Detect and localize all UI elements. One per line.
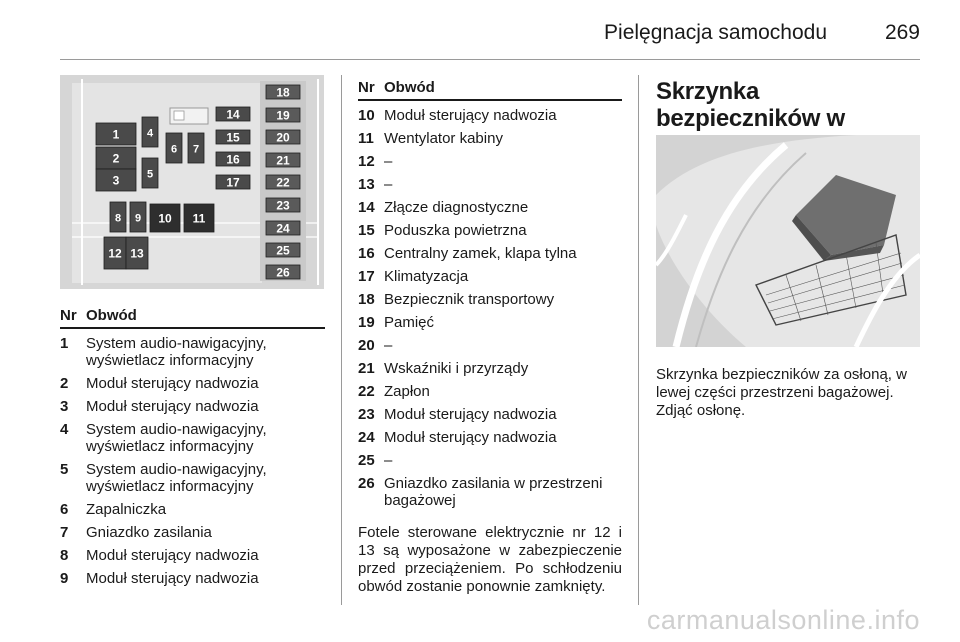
table-row [358,245,622,268]
table-row [60,501,325,524]
fuse-number: 5 [60,461,69,478]
fuse-slot-label: 10 [158,211,172,226]
table-row [60,570,325,593]
fuse-circuit: Złącze diagnostyczne [384,199,529,216]
table-row [358,199,622,222]
column-divider [341,75,342,605]
fuse-number: 18 [358,291,375,308]
fuse-number: 11 [358,130,374,147]
fuse-circuit: Centralny zamek, klapa tylna [384,245,577,262]
table-row [60,524,325,547]
fuse-slot-label: 1 [112,127,120,142]
fuse-slot-label: 14 [226,107,240,122]
table-row [358,475,622,515]
fuse-number: 13 [358,176,375,193]
page-header-title: Pielęgnacja samochodu [604,21,827,44]
fuse-circuit: Moduł sterujący nadwozia [86,398,259,415]
fuse-table-right [358,79,622,515]
fuse-number: 2 [60,375,69,392]
fuse-number: 1 [60,335,69,352]
fuse-number: 12 [358,153,375,170]
fuse-slot-label: 16 [226,152,240,167]
fuse-circuit: – [384,153,393,170]
fuse-number: 20 [358,337,375,354]
fuse-circuit: Moduł sterujący nadwozia [86,547,259,564]
fuse-slot-label: 4 [146,127,154,140]
fuse-circuit: Zapłon [384,383,430,400]
fuse-box-diagram [60,75,324,289]
table-row [60,421,325,461]
fuse-circuit: Wskaźniki i przyrządy [384,360,529,377]
fuse-circuit: Wentylator kabiny [384,130,503,147]
table-row [60,328,325,375]
trunk-fuse-box-photo [656,135,920,347]
fuse-slot-label: 8 [114,212,122,225]
fuse-slot-label: 2 [112,151,120,166]
fuse-slot-label: 25 [276,243,290,258]
table-row [358,360,622,383]
fuse-number: 23 [358,406,375,423]
fuse-slot-label: 9 [134,212,142,225]
fuse-number: 8 [60,547,69,564]
fuse-slot-label: 5 [146,168,154,181]
fuse-circuit: System audio-nawigacyjny, wyświetlacz informacyjny [86,421,267,455]
fuse-slot-label: 7 [192,143,200,156]
fuse-number: 22 [358,383,375,400]
fuse-slot-label: 23 [276,198,290,213]
fuse-slot-label: 21 [276,153,290,168]
fuse-circuit: Moduł sterujący nadwozia [86,375,259,392]
fuse-circuit: Gniazdko zasilania [86,524,212,541]
fuse-number: 7 [60,524,69,541]
table-row [358,100,622,130]
fuse-number: 14 [358,199,375,216]
fuse-circuit: Klimatyzacja [384,268,469,285]
section-heading: Skrzynka bezpieczników w [656,78,845,132]
fuse-number: 15 [358,222,375,239]
table-row [358,268,622,291]
table-row [358,452,622,475]
table-row [358,130,622,153]
fuse-number: 26 [358,475,375,492]
table-row [358,383,622,406]
table-row [60,398,325,421]
fuse-number: 4 [60,421,69,438]
fuse-number: 6 [60,501,69,518]
table-row [60,375,325,398]
page-number: 269 [884,21,920,44]
watermark-text: carmanualsonline.info [646,605,920,635]
fuse-circuit: Moduł sterujący nadwozia [384,107,557,124]
fuse-slot-label: 18 [276,85,290,100]
header-divider [60,59,920,60]
table-row [60,461,325,501]
fuse-slot-label: 3 [112,173,120,188]
fuse-slot-label: 26 [276,265,290,280]
fuse-number: 16 [358,245,375,262]
fuse-circuit: Moduł sterujący nadwozia [384,406,557,423]
column-divider [638,75,639,605]
column-header-nr: Nr [358,79,384,100]
fuse-slot-label: 15 [226,130,240,145]
fuse-number: 25 [358,452,375,469]
fuse-number: 3 [60,398,69,415]
fuse-number: 10 [358,107,375,124]
fuse-circuit: System audio-nawigacyjny, wyświetlacz informacyjny [86,461,267,495]
fuse-circuit: Moduł sterujący nadwozia [86,570,259,587]
fuse-slot-label: 11 [192,211,206,226]
table-row [358,314,622,337]
fuse-slot-label: 17 [226,175,240,190]
fuse-slot-label: 13 [130,246,144,261]
column-header-circuit: Obwód [384,79,622,100]
fuse-slot-label: 19 [276,108,290,123]
photo-caption: Skrzynka bezpieczników za osłoną, w lewej części przestrzeni bagażowej. Zdjąć osłonę. [656,366,907,419]
fuse-circuit: – [384,337,393,354]
note-paragraph: Fotele sterowane elektrycznie nr 12 i 13 są wyposażone w zabezpieczenie przed przeciążeniem. Po schłodzeniu obwód zostanie ponownie zamknięty. [358,524,622,595]
fuse-circuit: System audio-nawigacyjny, wyświetlacz informacyjny [86,335,267,369]
fuse-slot-label: 24 [276,221,290,236]
fuse-slot-label: 22 [276,175,290,190]
table-row [358,429,622,452]
fuse-circuit: Gniazdko zasilania w przestrzeni bagażowej [384,475,603,509]
fuse-circuit: Bezpiecznik transportowy [384,291,555,308]
column-header-circuit: Obwód [86,307,325,328]
column-header-nr: Nr [60,307,86,328]
fuse-number: 17 [358,268,375,285]
table-row [358,176,622,199]
fuse-number: 21 [358,360,375,377]
fuse-number: 19 [358,314,375,331]
table-row [358,222,622,245]
table-row [358,153,622,176]
fuse-circuit: Poduszka powietrzna [384,222,527,239]
table-row [358,291,622,314]
fuse-slot-label: 6 [170,143,178,156]
fuse-circuit: Zapalniczka [86,501,167,518]
fuse-slot-label: 12 [108,246,122,261]
table-row [358,337,622,360]
fuse-slot-label: 20 [276,130,290,145]
fuse-table-left [60,307,325,593]
fuse-number: 9 [60,570,69,587]
fuse-circuit: Moduł sterujący nadwozia [384,429,557,446]
fuse-circuit: Pamięć [384,314,435,331]
table-row [358,406,622,429]
fuse-circuit: – [384,452,393,469]
fuse-number: 24 [358,429,375,446]
fuse-circuit: – [384,176,393,193]
table-row [60,547,325,570]
